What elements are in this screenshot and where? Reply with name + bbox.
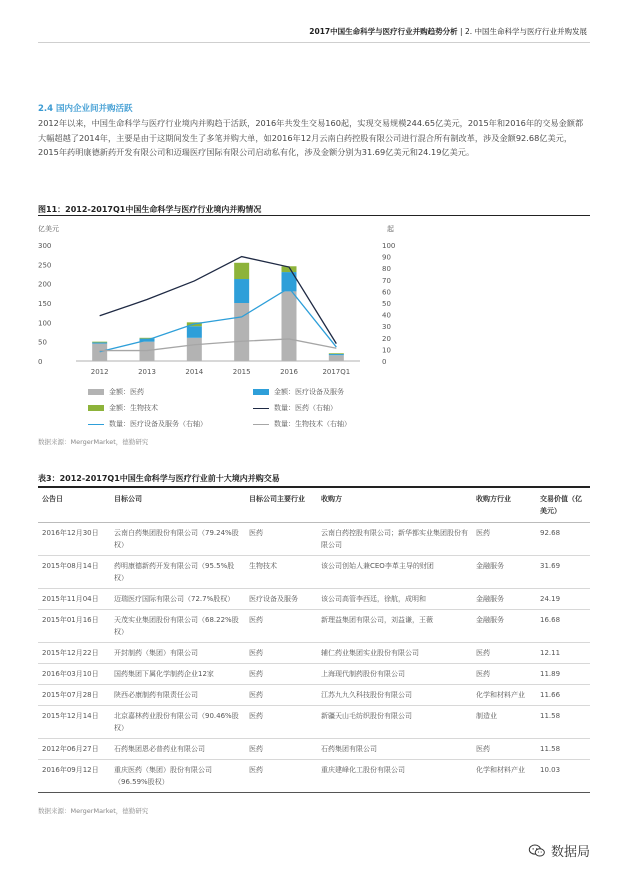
right-tick-label: 40 — [382, 311, 391, 320]
cell-acquirer: 石药集团有限公司 — [317, 739, 472, 760]
bar-pharma — [282, 291, 297, 361]
cell-target-industry: 医药 — [245, 610, 317, 643]
legend-swatch — [88, 405, 104, 411]
line-count_pharma — [100, 257, 337, 344]
cell-date: 2015年12月22日 — [38, 643, 110, 664]
header-rule — [38, 42, 590, 43]
watermark — [528, 841, 590, 860]
right-axis-unit: 起 — [387, 225, 394, 233]
header-text — [309, 26, 587, 37]
x-tick-label: 2017Q1 — [322, 368, 351, 376]
left-axis-unit: 亿美元 — [38, 225, 59, 233]
table-row — [38, 760, 590, 793]
table-row — [38, 706, 590, 739]
right-tick-label: 80 — [382, 265, 391, 274]
x-tick-label: 2016 — [280, 368, 298, 376]
cell-value: 12.11 — [536, 643, 590, 664]
cell-target-industry: 医药 — [245, 523, 317, 556]
cell-acquirer-industry: 医药 — [472, 643, 536, 664]
cell-acquirer-industry: 医药 — [472, 523, 536, 556]
cell-acquirer: 该公司创始人兼CEO李革主导的财团 — [317, 556, 472, 589]
left-tick-label: 150 — [38, 300, 52, 308]
cell-date: 2015年11月04日 — [38, 589, 110, 610]
cell-acquirer-industry: 化学和材料产业 — [472, 685, 536, 706]
legend-swatch — [253, 424, 269, 425]
table-row — [38, 685, 590, 706]
line-count_biotech — [100, 339, 337, 351]
section-title: 2.4 国内企业间并购活跃 — [38, 104, 133, 114]
legend-label: 金额：医药 — [109, 388, 144, 396]
table-row — [38, 523, 590, 556]
cell-value: 31.69 — [536, 556, 590, 589]
cell-target: 药明康德新药开发有限公司（95.5%股权） — [110, 556, 245, 589]
table-row — [38, 556, 590, 589]
cell-acquirer: 新疆天山毛纺织股份有限公司 — [317, 706, 472, 739]
cell-value: 11.58 — [536, 739, 590, 760]
right-tick-label: 60 — [382, 288, 391, 297]
table-row — [38, 589, 590, 610]
cell-target-industry: 医药 — [245, 760, 317, 793]
cell-target: 迈瑞医疗国际有限公司（72.7%股权） — [110, 589, 245, 610]
bar-device — [234, 279, 249, 303]
bar-pharma — [92, 344, 107, 361]
page-header — [0, 0, 620, 62]
right-tick-label: 30 — [382, 323, 391, 332]
cell-acquirer: 辅仁药业集团实业股份有限公司 — [317, 643, 472, 664]
watermark-text: 数据局 — [550, 845, 590, 860]
bar-pharma — [234, 303, 249, 361]
cell-target-industry: 医药 — [245, 685, 317, 706]
cell-acquirer-industry: 金融服务 — [472, 589, 536, 610]
table-row — [38, 643, 590, 664]
bar-device — [329, 354, 344, 355]
legend-label: 数量：生物技术（右轴） — [274, 420, 351, 428]
legend-pharma — [88, 387, 144, 397]
left-tick-label: 300 — [38, 242, 52, 250]
table-title: 表3：2012-2017Q1中国生命科学与医疗行业前十大境内并购交易 — [38, 474, 280, 483]
cell-target-industry: 医药 — [245, 643, 317, 664]
cell-date: 2016年12月30日 — [38, 523, 110, 556]
header-date: 公告日 — [38, 488, 110, 523]
cell-acquirer: 重庆建峰化工股份有限公司 — [317, 760, 472, 793]
legend-swatch — [88, 389, 104, 395]
bar-device — [187, 326, 202, 338]
cell-acquirer: 云南白药控股有限公司；新华都实业集团股份有限公司 — [317, 523, 472, 556]
header-acquirer-industry: 收购方行业 — [472, 488, 536, 523]
right-tick-label: 100 — [382, 242, 396, 250]
legend-label: 数量：医疗设备及服务（右轴） — [109, 420, 207, 428]
cell-date: 2015年07月28日 — [38, 685, 110, 706]
cell-acquirer: 该公司高管李西廷，徐航，成明和 — [317, 589, 472, 610]
cell-target: 云南白药集团股份有限公司（79.24%股权） — [110, 523, 245, 556]
cell-target: 重庆医药（集团）股份有限公司（96.59%股权） — [110, 760, 245, 793]
bar-pharma — [187, 338, 202, 361]
cell-target: 北京嘉林药业股份有限公司（90.46%股权） — [110, 706, 245, 739]
figure-title: 图11：2012-2017Q1中国生命科学与医疗行业境内并购情况 — [38, 205, 262, 214]
cell-value: 92.68 — [536, 523, 590, 556]
x-tick-label: 2014 — [185, 368, 204, 376]
cell-target: 国药集团下属化学制药企业12家 — [110, 664, 245, 685]
cell-target-industry: 生物技术 — [245, 556, 317, 589]
x-tick-label: 2013 — [138, 368, 156, 376]
cell-date: 2016年03月10日 — [38, 664, 110, 685]
header-acquirer: 收购方 — [317, 488, 472, 523]
cell-target-industry: 医药 — [245, 664, 317, 685]
line-count_device — [100, 288, 337, 352]
cell-value: 10.03 — [536, 760, 590, 793]
header-value: 交易价值（亿美元） — [536, 488, 590, 523]
cell-target-industry: 医药 — [245, 739, 317, 760]
cell-target: 开封制药（集团）有限公司 — [110, 643, 245, 664]
wechat-icon — [528, 844, 546, 858]
header-separator: | — [460, 27, 463, 36]
bar-biotech — [234, 263, 249, 279]
legend-swatch — [253, 389, 269, 395]
cell-acquirer-industry: 医药 — [472, 664, 536, 685]
cell-value: 16.68 — [536, 610, 590, 643]
header-section: 2. 中国生命科学与医疗行业并购发展 — [464, 27, 587, 36]
figure-source: 数据来源：MergerMarket，德勤研究 — [38, 438, 149, 446]
left-tick-label: 50 — [38, 338, 47, 347]
legend-count-biotech — [253, 419, 351, 429]
x-tick-label: 2012 — [90, 368, 109, 376]
right-tick-label: 50 — [382, 300, 391, 308]
cell-date: 2016年09月12日 — [38, 760, 110, 793]
cell-value: 11.58 — [536, 706, 590, 739]
cell-value: 24.19 — [536, 589, 590, 610]
cell-acquirer: 上海现代制药股份有限公司 — [317, 664, 472, 685]
legend-label: 金额：生物技术 — [109, 404, 158, 412]
cell-acquirer-industry: 化学和材料产业 — [472, 760, 536, 793]
right-tick-label: 90 — [382, 253, 391, 262]
cell-target: 天茂实业集团股份有限公司（68.22%股权） — [110, 610, 245, 643]
header-target: 目标公司 — [110, 488, 245, 523]
bar-device — [92, 342, 107, 343]
cell-target-industry: 医药 — [245, 706, 317, 739]
combo-chart — [30, 215, 430, 385]
cell-value: 11.89 — [536, 664, 590, 685]
right-tick-label: 20 — [382, 334, 391, 343]
right-tick-label: 70 — [382, 276, 391, 285]
report-title: 2017中国生命科学与医疗行业并购趋势分析 — [309, 27, 458, 36]
left-tick-label: 0 — [38, 358, 43, 366]
cell-acquirer: 新理益集团有限公司，刘益谦，王薇 — [317, 610, 472, 643]
left-tick-label: 100 — [38, 319, 52, 328]
right-tick-label: 10 — [382, 346, 391, 355]
header-target-industry: 目标公司主要行业 — [245, 488, 317, 523]
legend-count-device — [88, 419, 207, 429]
legend-label: 金额：医疗设备及服务 — [274, 388, 344, 396]
cell-target: 石药集团恩必普药业有限公司 — [110, 739, 245, 760]
cell-target: 陕西必康制药有限责任公司 — [110, 685, 245, 706]
bar-pharma — [329, 355, 344, 361]
cell-acquirer-industry: 制造业 — [472, 706, 536, 739]
cell-date: 2012年06月27日 — [38, 739, 110, 760]
cell-date: 2015年12月14日 — [38, 706, 110, 739]
table-row — [38, 610, 590, 643]
legend-biotech — [88, 403, 158, 413]
x-tick-label: 2015 — [232, 368, 251, 376]
legend-device — [253, 387, 344, 397]
right-tick-label: 0 — [382, 358, 387, 366]
deals-table — [38, 488, 590, 793]
cell-date: 2015年01月16日 — [38, 610, 110, 643]
legend-swatch — [253, 408, 269, 409]
cell-acquirer-industry: 金融服务 — [472, 556, 536, 589]
table-header-row — [38, 488, 590, 523]
legend-swatch — [88, 424, 104, 425]
section-paragraph: 2012年以来，中国生命科学与医疗行业境内并购趋于活跃，2016年共发生交易160起，实现交易规模244.65亿美元，2015年和2016年的交易金额都大幅超越了2014年，主要是由于这期间发生了多笔并购大单，如2016年12月云南白药控股有限公司进行混合所有制改革，涉及金额92.68亿美元，2015年药明康德新药开发有限公司和迈瑞医疗国际有限公司启动私有化，涉及金额分别为31.69亿美元和24.19亿美元。 — [38, 118, 584, 157]
bar-pharma — [140, 342, 155, 361]
cell-target-industry: 医疗设备及服务 — [245, 589, 317, 610]
table-row — [38, 739, 590, 760]
legend-count-pharma — [253, 403, 337, 413]
cell-value: 11.66 — [536, 685, 590, 706]
bar-biotech — [329, 353, 344, 354]
left-tick-label: 250 — [38, 261, 52, 270]
cell-acquirer-industry: 医药 — [472, 739, 536, 760]
bar-biotech — [92, 342, 107, 343]
cell-acquirer: 江苏九九久科技股份有限公司 — [317, 685, 472, 706]
cell-acquirer-industry: 金融服务 — [472, 610, 536, 643]
table-row — [38, 664, 590, 685]
cell-date: 2015年08月14日 — [38, 556, 110, 589]
table-source: 数据来源：MergerMarket，德勤研究 — [38, 807, 149, 815]
left-tick-label: 200 — [38, 280, 52, 289]
legend-label: 数量：医药（右轴） — [274, 404, 337, 412]
